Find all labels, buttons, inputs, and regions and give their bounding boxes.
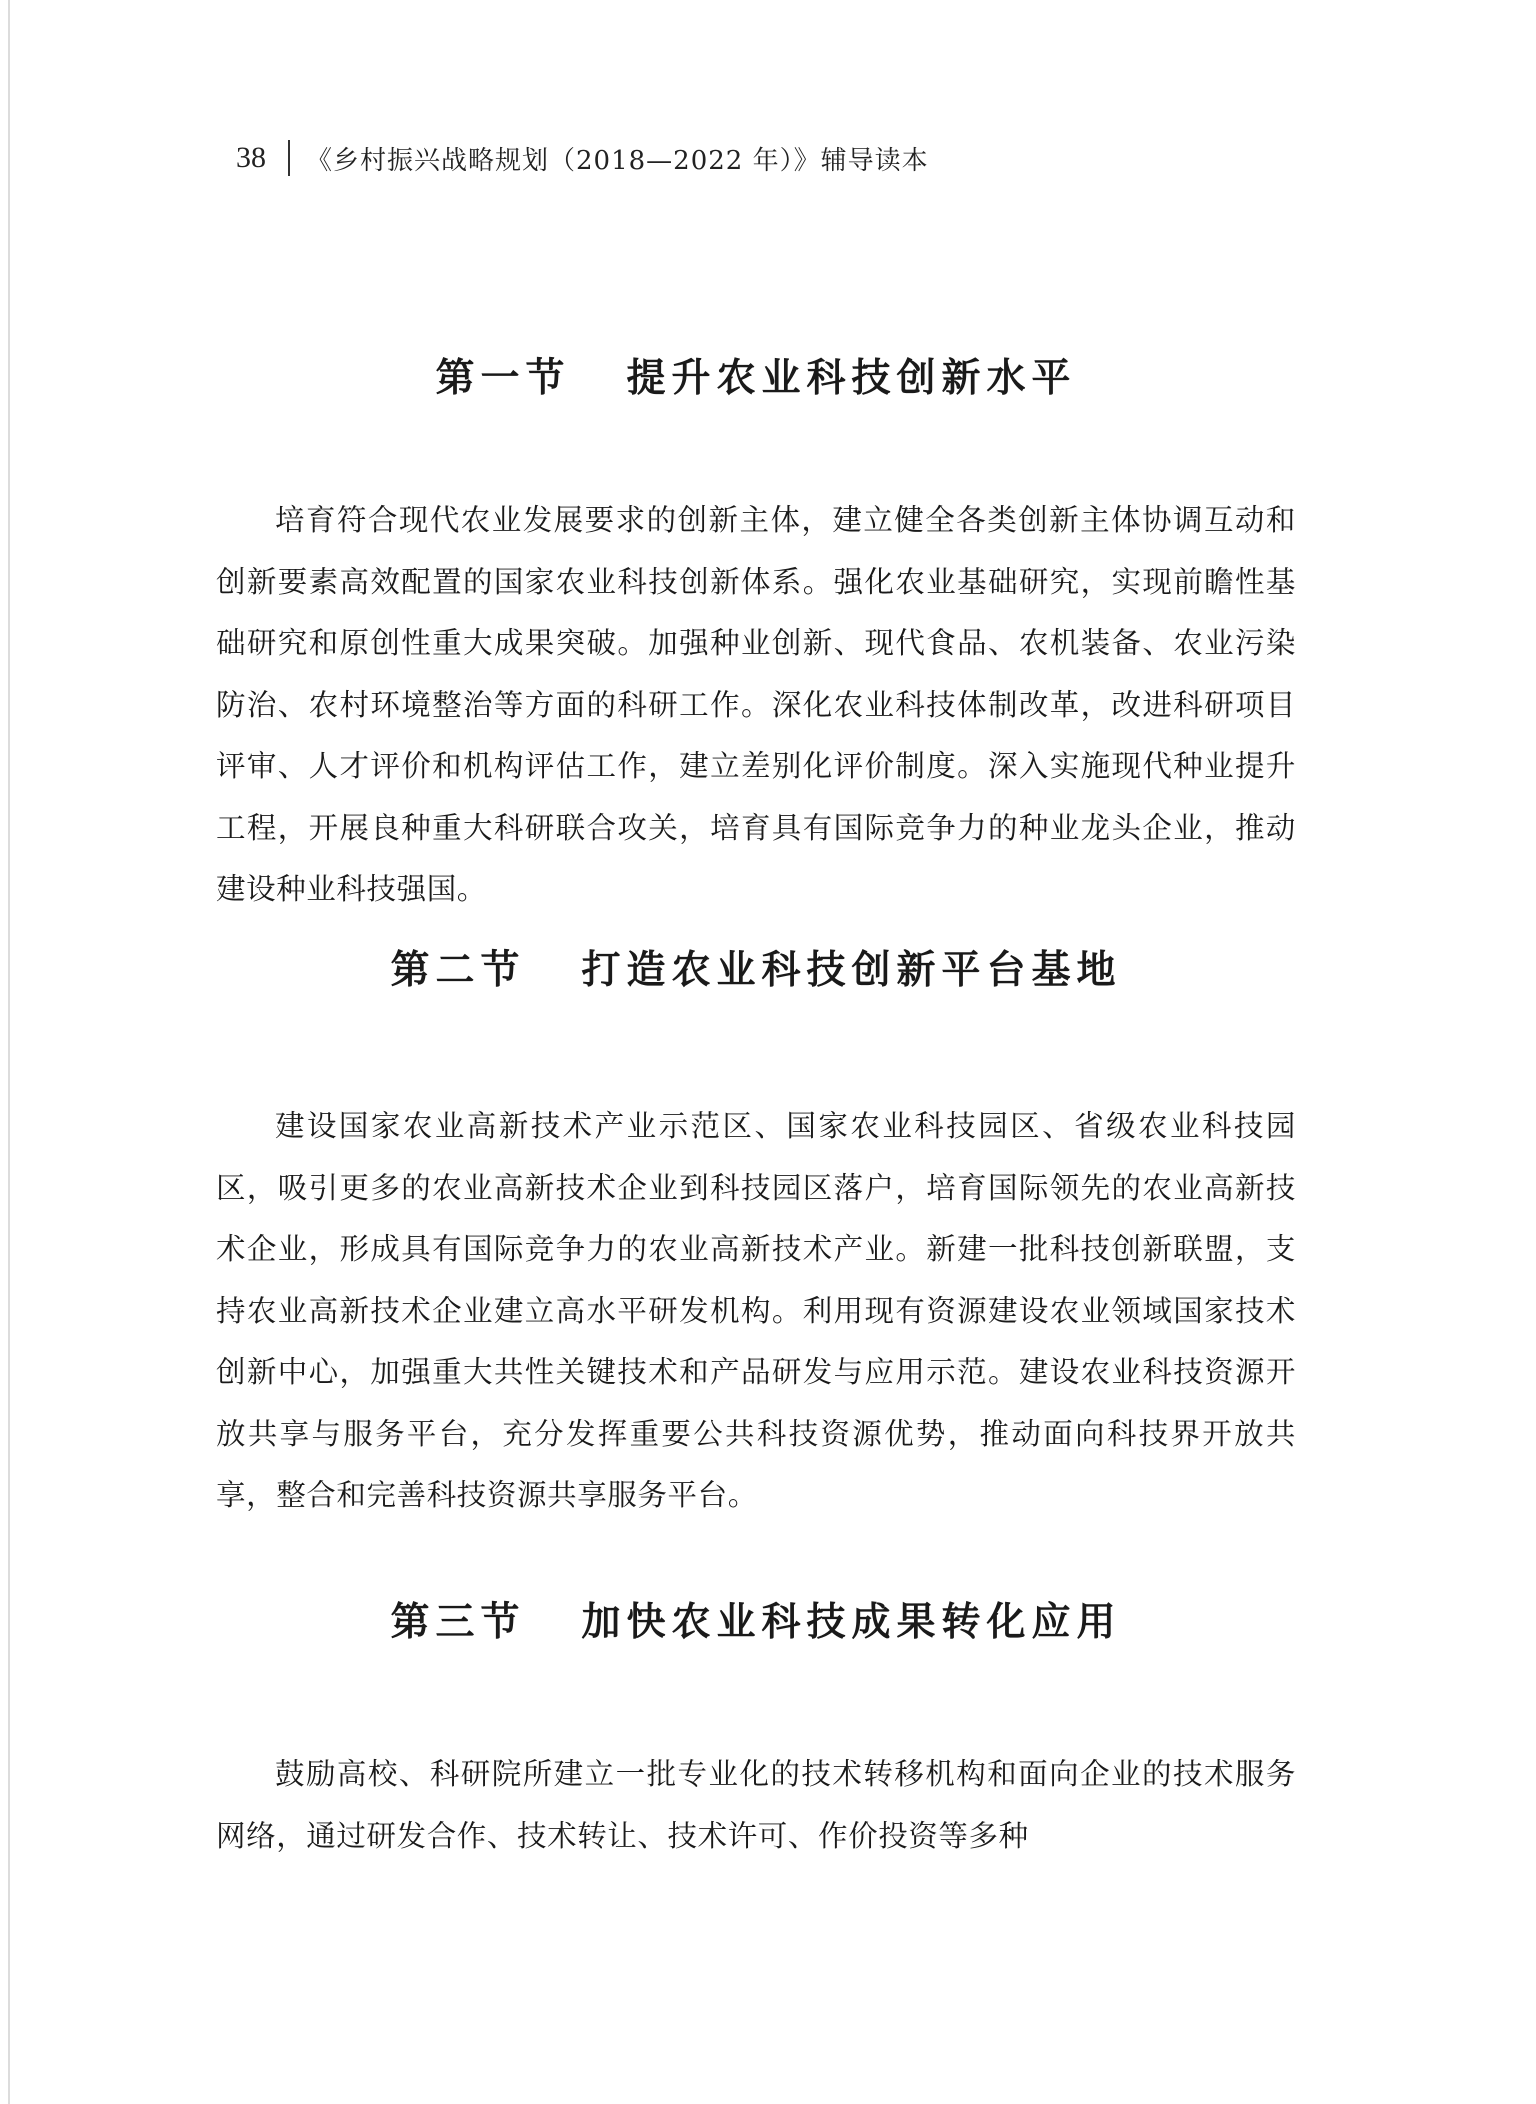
running-header bbox=[236, 138, 929, 178]
section-number: 第三节 bbox=[390, 1599, 526, 1645]
section-title: 提升农业科技创新水平 bbox=[626, 355, 1077, 401]
page-number: 38 bbox=[236, 141, 266, 174]
body-paragraph: 鼓励高校、科研院所建立一批专业化的技术转移机构和面向企业的技术服务网络，通过研发合作、技术转让、技术许可、作价投资等多种 bbox=[216, 1757, 1296, 1853]
section-heading bbox=[216, 1594, 1296, 1650]
body-paragraph: 建设国家农业高新技术产业示范区、国家农业科技园区、省级农业科技园区，吸引更多的农业高新技术企业到科技园区落户，培育国际领先的农业高新技术企业，形成具有国际竞争力的农业高新技术产业。新建一批科技创新联盟，支持农业高新技术企业建立高水平研发机构。利用现有资源建设农业领域国家技术创新中心，加强重大共性关键技术和产品研发与应用示范。建设农业科技资源开放共享与服务平台，充分发挥重要公共科技资源优势，推动面向科技界开放共享，整合和完善科技资源共享服务平台。 bbox=[216, 1109, 1296, 1512]
book-title: 《乡村振兴战略规划（2018—2022 年）》辅导读本 bbox=[306, 145, 929, 176]
section-title: 加快农业科技成果转化应用 bbox=[581, 1599, 1122, 1645]
section-heading bbox=[216, 350, 1296, 406]
section-number: 第一节 bbox=[435, 355, 571, 401]
section-3 bbox=[216, 1594, 1296, 1867]
section-1 bbox=[216, 350, 1296, 921]
body-paragraph: 培育符合现代农业发展要求的创新主体，建立健全各类创新主体协调互动和创新要素高效配置的国家农业科技创新体系。强化农业基础研究，实现前瞻性基础研究和原创性重大成果突破。加强种业创新、现代食品、农机装备、农业污染防治、农村环境整治等方面的科研工作。深化农业科技体制改革，改进科研项目评审、人才评价和机构评估工作，建立差别化评价制度。深入实施现代种业提升工程，开展良种重大科研联合攻关，培育具有国际竞争力的种业龙头企业，推动建设种业科技强国。 bbox=[216, 503, 1296, 906]
section-number: 第二节 bbox=[390, 947, 526, 993]
section-heading bbox=[216, 942, 1296, 998]
page-edge-line bbox=[8, 0, 10, 2104]
section-2 bbox=[216, 942, 1296, 1527]
header-divider bbox=[288, 140, 290, 176]
section-title: 打造农业科技创新平台基地 bbox=[581, 947, 1122, 993]
